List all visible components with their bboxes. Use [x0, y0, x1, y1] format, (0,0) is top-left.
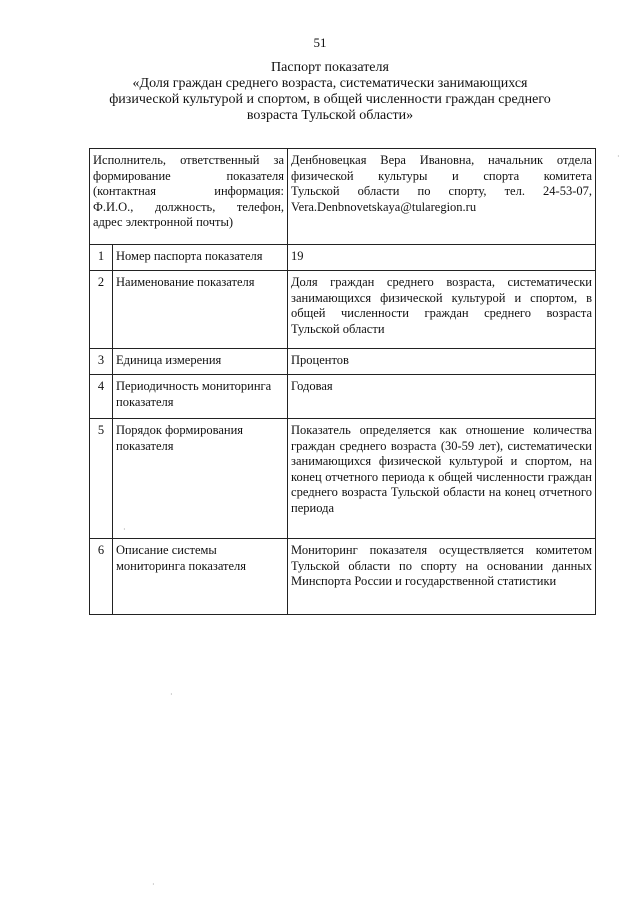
- title-line: физической культурой и спортом, в общей численности граждан среднего: [109, 92, 551, 107]
- executor-value-line: физической культуры и спорта комитета: [291, 168, 592, 183]
- table-row: [90, 375, 596, 419]
- table-row: [90, 349, 596, 375]
- executor-label-line: Исполнитель, ответственный за: [93, 153, 285, 167]
- executor-value-line: Денбновецкая Вера Ивановна, начальник отдела: [291, 153, 592, 167]
- executor-label-line: (контактная информация:: [93, 184, 285, 198]
- row-value: Доля граждан среднего возраста, систематически занимающихся физической культурой и спортом, в общей численности граждан среднего возраста Тульской области: [288, 271, 596, 349]
- row-number: 4: [90, 375, 113, 419]
- executor-label-line: адрес электронной почты): [93, 215, 234, 229]
- page-number: 51: [313, 35, 327, 50]
- row-label: Порядок формирования показателя: [113, 419, 288, 539]
- executor-value-line: Vera.Denbnovetskaya@tularegion.ru: [291, 199, 477, 214]
- row-label: Периодичность мониторинга показателя: [113, 375, 288, 419]
- title-line: возраста Тульской области»: [246, 108, 414, 123]
- row-number: 6: [90, 539, 113, 615]
- row-value: Годовая: [288, 375, 596, 419]
- executor-value-cell: [288, 149, 596, 245]
- table-row: [90, 271, 596, 349]
- table-row: [90, 539, 596, 615]
- row-value: 19: [288, 245, 596, 271]
- row-label: Описание системы мониторинга показателя: [113, 539, 288, 615]
- row-value: Процентов: [288, 349, 596, 375]
- scan-speck: ·: [152, 880, 155, 889]
- indicator-passport-table: [89, 148, 596, 615]
- executor-value-line: Тульской области по спорту, тел. 24-53-07,: [291, 184, 592, 198]
- row-label: Наименование показателя: [113, 271, 288, 349]
- row-number: 5: [90, 419, 113, 539]
- table-row-executor: [90, 149, 596, 245]
- title-line: Паспорт показателя: [271, 60, 389, 75]
- row-number: 2: [90, 271, 113, 349]
- executor-label-line: Ф.И.О., должность, телефон,: [93, 199, 285, 214]
- scan-speck: ·: [123, 525, 126, 534]
- executor-label-cell: [90, 149, 288, 245]
- title-line: «Доля граждан среднего возраста, систематически занимающихся: [132, 76, 528, 91]
- row-value: Мониторинг показателя осуществляется комитетом Тульской области по спорту на основании данных Минспорта России и государственной статистики: [288, 539, 596, 615]
- row-value: Показатель определяется как отношение количества граждан среднего возраста (30-59 лет), систематически занимающихся физической культурой и спортом, на конец отчетного периода к общей численности граждан среднего возраста Тульской области на конец отчетного периода: [288, 419, 596, 539]
- row-label: Единица измерения: [113, 349, 288, 375]
- table-row: [90, 419, 596, 539]
- table-row: [90, 245, 596, 271]
- scan-speck: ·: [617, 152, 620, 161]
- executor-label-line: формирование показателя: [93, 168, 285, 183]
- document-title: [80, 60, 580, 124]
- scan-speck: ·: [170, 690, 173, 699]
- row-number: 1: [90, 245, 113, 271]
- row-label: Номер паспорта показателя: [113, 245, 288, 271]
- row-number: 3: [90, 349, 113, 375]
